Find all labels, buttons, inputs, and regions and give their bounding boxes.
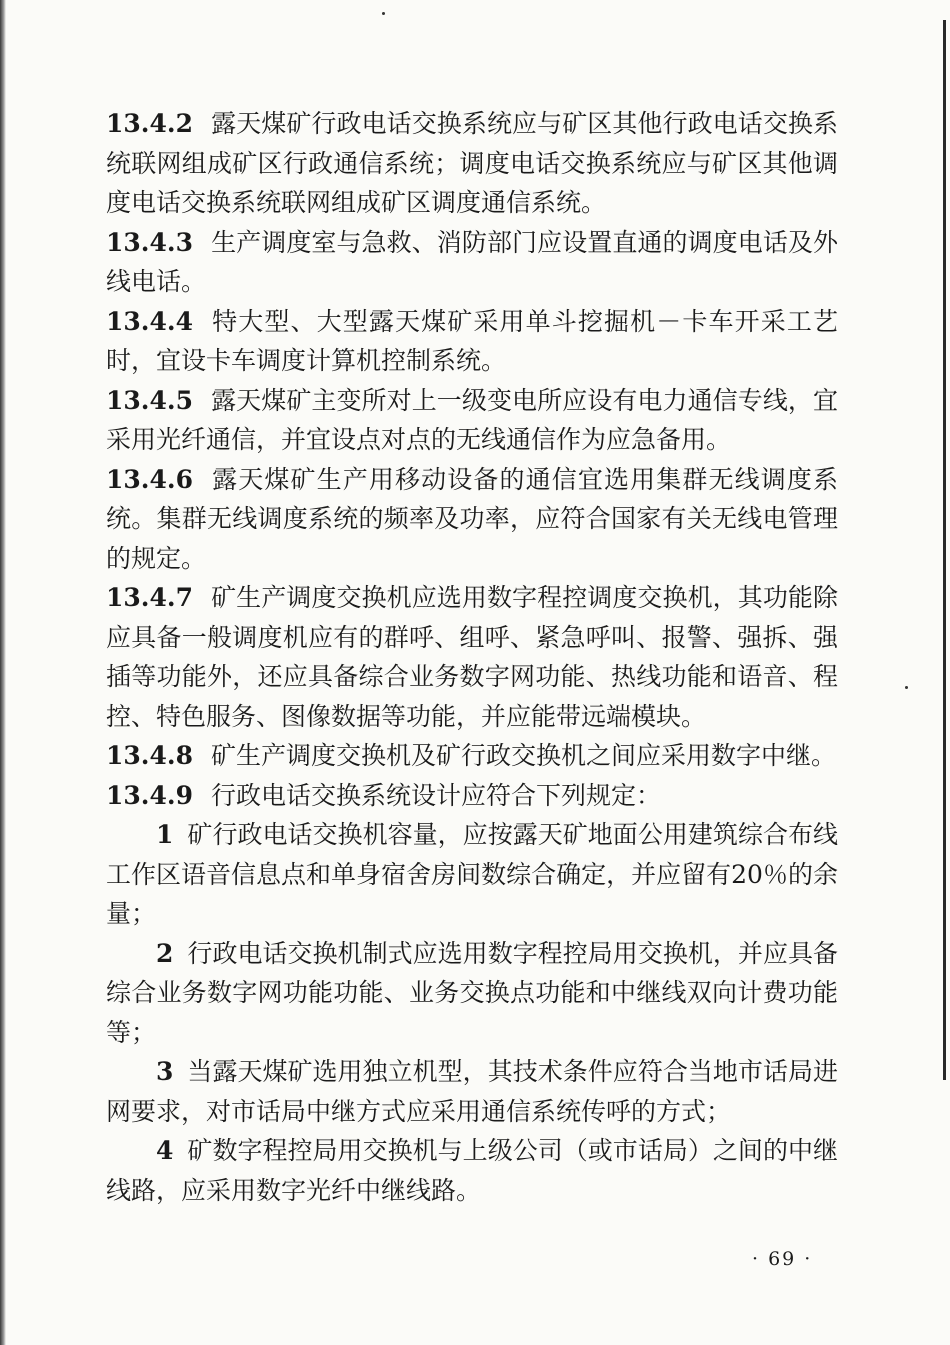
- clause-text: 露天煤矿主变所对上一级变电所应设有电力通信专线，宜采用光纤通信，并宜设点对点的无线通信作为应急备用。: [106, 385, 838, 454]
- clause-text: 矿生产调度交换机应选用数字程控调度交换机，其功能除应具备一般调度机应有的群呼、组呼、紧急呼叫、报警、强拆、强插等功能外，还应具备综合业务数字网功能、热线功能和语音、程控、特色服务、图像数据等功能，并应能带远端模块。: [106, 583, 838, 731]
- clause-text: 露天煤矿行政电话交换系统应与矿区其他行政电话交换系统联网组成矿区行政通信系统；调度电话交换系统应与矿区其他调度电话交换系统联网组成矿区调度通信系统。: [106, 109, 838, 217]
- clause-text: 特大型、大型露天煤矿采用单斗挖掘机－卡车开采工艺时，宜设卡车调度计算机控制系统。: [106, 306, 838, 375]
- scan-right-edge: [943, 20, 946, 1080]
- clause-13-4-9: [106, 776, 838, 816]
- document-body: [106, 104, 838, 1210]
- clause-text: 生产调度室与急救、消防部门应设置直通的调度电话及外线电话。: [106, 227, 838, 296]
- list-item: [106, 815, 838, 934]
- list-item: [106, 1052, 838, 1131]
- item-text: 当露天煤矿选用独立机型，其技术条件应符合当地市话局进网要求，对市话局中继方式应采用通信系统传呼的方式；: [106, 1057, 838, 1126]
- scan-speck: [905, 686, 908, 689]
- clause-13-4-8: [106, 736, 838, 776]
- clause-number: 13.4.4: [106, 306, 193, 336]
- clause-number: 13.4.6: [106, 464, 193, 494]
- clause-text: 矿生产调度交换机及矿行政交换机之间应采用数字中继。: [211, 741, 837, 770]
- item-number: 4: [156, 1136, 174, 1165]
- scan-left-edge: [0, 0, 6, 1345]
- clause-number: 13.4.5: [106, 385, 193, 415]
- item-number: 1: [156, 820, 174, 849]
- item-text: 矿数字程控局用交换机与上级公司（或市话局）之间的中继线路，应采用数字光纤中继线路。: [106, 1136, 838, 1205]
- clause-number: 13.4.8: [106, 741, 193, 770]
- list-item: [106, 934, 838, 1053]
- clause-13-4-7: [106, 578, 838, 736]
- clause-number: 13.4.2: [106, 109, 193, 138]
- item-number: 3: [156, 1057, 174, 1086]
- clause-text: 露天煤矿生产用移动设备的通信宜选用集群无线调度系统。集群无线调度系统的频率及功率，应符合国家有关无线电管理的规定。: [106, 464, 838, 573]
- clause-13-4-6: [106, 460, 838, 579]
- clause-13-4-4: [106, 302, 838, 381]
- list-item: [106, 1131, 838, 1210]
- item-text: 行政电话交换机制式应选用数字程控局用交换机，并应具备综合业务数字网功能功能、业务交换点功能和中继线双向计费功能等；: [106, 938, 838, 1047]
- clause-number: 13.4.3: [106, 227, 193, 257]
- item-number: 2: [156, 938, 174, 968]
- clause-13-4-2: [106, 104, 838, 223]
- clause-number: 13.4.7: [106, 583, 193, 612]
- clause-number: 13.4.9: [106, 780, 193, 810]
- item-text: 矿行政电话交换机容量，应按露天矿地面公用建筑综合布线工作区语音信息点和单身宿舍房间数综合确定，并应留有20％的余量；: [106, 820, 838, 928]
- clause-13-4-3: [106, 223, 838, 302]
- clause-text: 行政电话交换系统设计应符合下列规定：: [211, 780, 662, 810]
- scan-speck: [382, 12, 385, 15]
- clause-13-4-5: [106, 381, 838, 460]
- page-number: · 69 ·: [752, 1248, 813, 1270]
